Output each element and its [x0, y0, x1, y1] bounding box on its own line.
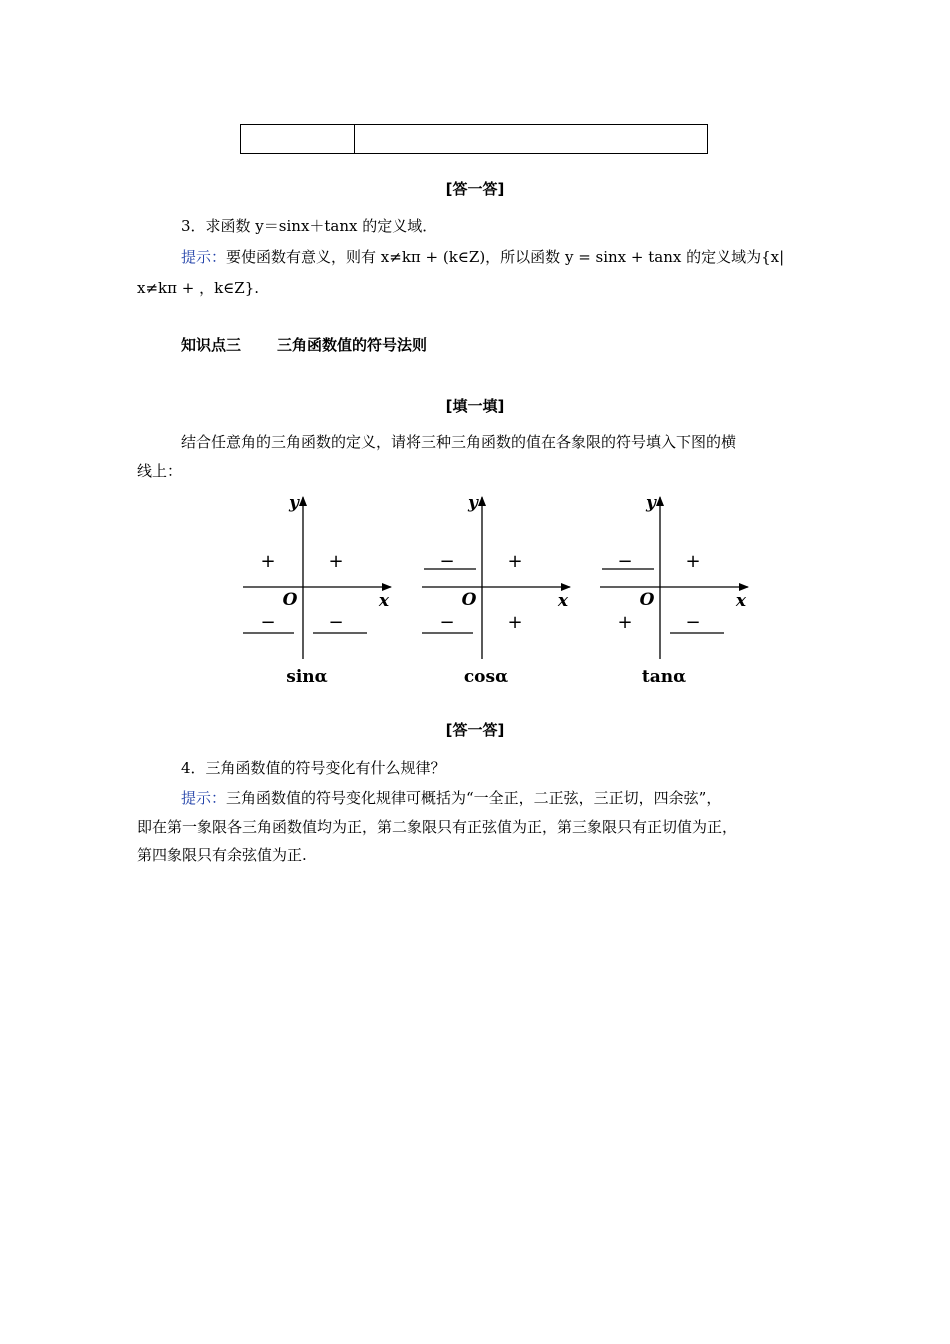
- diagram-caption: cosα: [463, 667, 509, 687]
- x-axis-label: x: [378, 591, 390, 611]
- hint-4-text1: 三角函数值的符号变化规律可概括为“一全正，二正弦，三正切，四余弦”，: [226, 789, 722, 807]
- intro-line2: 线上：: [137, 462, 183, 480]
- hint-label: 提示：: [181, 789, 227, 807]
- sign-q1: +: [507, 551, 523, 572]
- sign-q1: +: [328, 551, 344, 572]
- sign-q4: −: [685, 612, 701, 633]
- x-axis-label: x: [557, 591, 569, 611]
- x-axis-label: x: [735, 591, 747, 611]
- sign-q2: −: [439, 551, 455, 572]
- y-axis-label: y: [468, 493, 478, 513]
- diagram-caption: tanα: [641, 667, 687, 687]
- y-axis-label: y: [646, 493, 656, 513]
- hint-label: 提示：: [181, 248, 227, 266]
- origin-label: O: [282, 590, 298, 610]
- hint-4-line3: 第四象限只有余弦值为正.: [137, 846, 307, 864]
- sign-q3: +: [617, 612, 633, 633]
- sign-q4: −: [328, 612, 344, 633]
- answer-section-label: [答一答]: [445, 180, 505, 198]
- answer-section-label-2: [答一答]: [445, 721, 505, 739]
- hint-4-line2: 即在第一象限各三角函数值均为正，第二象限只有正弦值为正，第三象限只有正切值为正，: [137, 818, 738, 836]
- hint-3-line2: x≠kπ + ，k∈Z}.: [137, 279, 260, 297]
- hint-4-line1: [181, 788, 721, 808]
- fill-section-label: [填一填]: [445, 397, 505, 415]
- origin-label: O: [639, 590, 655, 610]
- intro-line1: 结合任意角的三角函数的定义，请将三种三角函数的值在各象限的符号填入下图的横: [181, 433, 737, 451]
- origin-label: O: [461, 590, 477, 610]
- question-3: 3．求函数 y＝sinx＋tanx 的定义域．: [181, 217, 438, 235]
- knowledge-point-label: 知识点三: [181, 336, 242, 354]
- knowledge-point-title: 三角函数值的符号法则: [277, 336, 428, 354]
- sign-q1: +: [685, 551, 701, 572]
- sign-q4: +: [507, 612, 523, 633]
- sign-q2: −: [617, 551, 633, 572]
- hint-3-text1: 要使函数有意义，则有 x≠kπ + (k∈Z)，所以函数 y = sinx + tanx 的定义域为{x|: [226, 248, 785, 266]
- sign-q3: −: [260, 612, 276, 633]
- question-4: 4．三角函数值的符号变化有什么规律？: [181, 759, 446, 777]
- diagram-caption: sinα: [286, 667, 328, 687]
- y-axis-label: y: [289, 493, 299, 513]
- sign-q2: +: [260, 551, 276, 572]
- sign-q3: −: [439, 612, 455, 633]
